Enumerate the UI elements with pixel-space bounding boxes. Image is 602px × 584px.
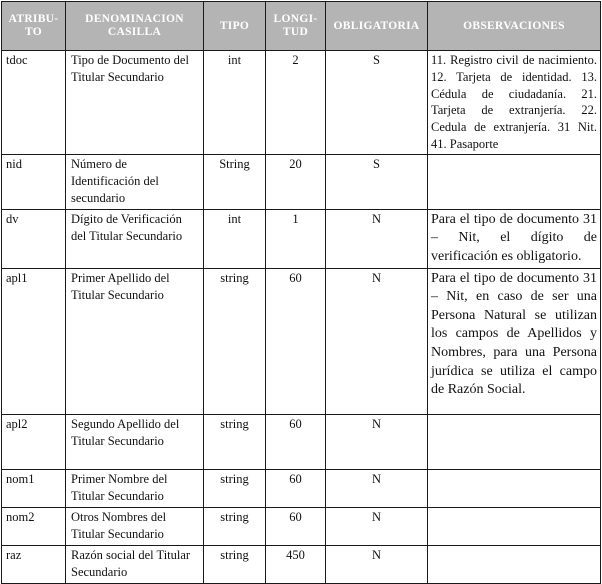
cell-obligatoria: S (326, 51, 428, 155)
cell-tipo: String (204, 154, 266, 209)
cell-atributo: dv (2, 209, 66, 268)
cell-obligatoria: N (326, 268, 428, 414)
cell-obligatoria: S (326, 154, 428, 209)
table-row (2, 268, 601, 414)
cell-tipo: int (204, 51, 266, 155)
header-observaciones: OBSERVACIONES (428, 2, 601, 51)
cell-denominacion: Tipo de Documento del Titular Secundario (66, 51, 204, 155)
cell-observaciones (428, 469, 601, 507)
header-obligatoria: OBLIGATORIA (326, 2, 428, 51)
cell-observaciones: Para el tipo de documento 31 – Nit, el dígito de verificación es obligatorio. (428, 209, 601, 268)
cell-atributo: raz (2, 545, 66, 583)
cell-longitud: 60 (266, 268, 326, 414)
cell-tipo: string (204, 545, 266, 583)
cell-observaciones (428, 154, 601, 209)
cell-obligatoria: N (326, 469, 428, 507)
cell-longitud: 1 (266, 209, 326, 268)
table-row (2, 414, 601, 469)
cell-tipo: string (204, 268, 266, 414)
cell-observaciones: 11. Registro civil de nacimiento. 12. Tarjeta de identidad. 13. Cédula de ciudadanía. 21. Tarjeta de extranjería. 22. Cedula de extranjería. 31 Nit. 41. Pasaporte (428, 51, 601, 155)
cell-obligatoria: N (326, 209, 428, 268)
cell-longitud: 2 (266, 51, 326, 155)
cell-atributo: tdoc (2, 51, 66, 155)
cell-atributo: nom2 (2, 507, 66, 545)
header-denominacion: DENOMINACION CASILLA (66, 2, 204, 51)
table-row (2, 469, 601, 507)
table-row (2, 51, 601, 155)
cell-tipo: string (204, 414, 266, 469)
cell-denominacion: Dígito de Verificación del Titular Secundario (66, 209, 204, 268)
header-longitud: LONGI-TUD (266, 2, 326, 51)
cell-tipo: int (204, 209, 266, 268)
cell-atributo: apl2 (2, 414, 66, 469)
cell-tipo: string (204, 469, 266, 507)
cell-tipo: string (204, 507, 266, 545)
header-tipo: TIPO (204, 2, 266, 51)
cell-atributo: nid (2, 154, 66, 209)
cell-denominacion: Primer Apellido del Titular Secundario (66, 268, 204, 414)
cell-obligatoria: N (326, 414, 428, 469)
cell-longitud: 450 (266, 545, 326, 583)
cell-observaciones (428, 507, 601, 545)
cell-denominacion: Segundo Apellido del Titular Secundario (66, 414, 204, 469)
cell-longitud: 60 (266, 414, 326, 469)
cell-observaciones (428, 414, 601, 469)
cell-obligatoria: N (326, 545, 428, 583)
cell-denominacion: Otros Nombres del Titular Secundario (66, 507, 204, 545)
cell-atributo: apl1 (2, 268, 66, 414)
cell-observaciones (428, 545, 601, 583)
cell-atributo: nom1 (2, 469, 66, 507)
table-row (2, 507, 601, 545)
header-row (2, 2, 601, 51)
header-atributo: ATRIBU-TO (2, 2, 66, 51)
cell-denominacion: Número de Identificación del secundario (66, 154, 204, 209)
table-row (2, 154, 601, 209)
cell-longitud: 60 (266, 469, 326, 507)
cell-obligatoria: N (326, 507, 428, 545)
cell-denominacion: Razón social del Titular Secundario (66, 545, 204, 583)
cell-observaciones: Para el tipo de documento 31 – Nit, en caso de ser una Persona Natural se utilizan los campos de Apellidos y Nombres, para una Persona jurídica se utiliza el campo de Razón Social. (428, 268, 601, 414)
cell-longitud: 60 (266, 507, 326, 545)
table-row (2, 545, 601, 583)
cell-longitud: 20 (266, 154, 326, 209)
cell-denominacion: Primer Nombre del Titular Secundario (66, 469, 204, 507)
table-row (2, 209, 601, 268)
field-definition-table (1, 1, 601, 584)
